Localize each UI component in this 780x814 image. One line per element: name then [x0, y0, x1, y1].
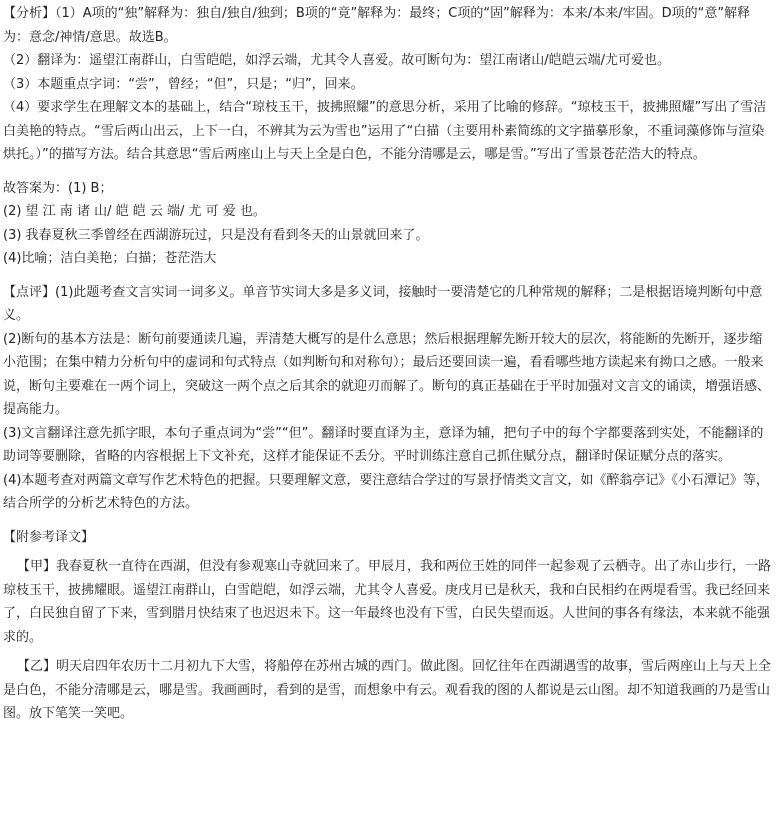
answer-item-4: (4)比喻；洁白美艳；白描；苍茫浩大: [3, 251, 217, 266]
comment-paragraph-4: (4)本题考查对两篇文章写作艺术特色的把握。只要理解文意，要注意结合学过的写景抒情类文言文，如《醉翁亭记》《小石潭记》等，结合所学的分析艺术特色的方法。: [3, 472, 769, 511]
comment-paragraph-3: (3)文言翻译注意先抓字眼，本句子重点词为“尝”“但”。翻译时要直译为主，意译为辅，把句子中的每个字都要落到实处，不能翻译的助词等要删除，省略的内容根据上下文补充，这样才能保证不丢分。平时训练注意自己抓住赋分点，翻译时保证赋分点的落实。: [3, 425, 764, 464]
answer-section: [3, 177, 774, 271]
analysis-section: [3, 2, 774, 167]
analysis-paragraph-1: 【分析】（1）A项的“独”解释为：独自/独自/独到；B项的“竟”解释为：最终；C项的“固”解释为：本来/本来/牢固。D项的“意”解释为：意念/神情/意思。故选B。: [3, 6, 751, 45]
translation-yi: 【乙】明天启四年农历十二月初九下大雪，将船停在苏州古城的西门。做此图。回忆往年在西湖遇雪的故事，雪后两座山上与天上全是白色，不能分清哪是云，哪是雪。我画画时，看到的是雪，而想象中有云。观看我的图的人都说是云山图。却不知道我画的乃是雪山图。放下笔笑一笑吧。: [3, 659, 772, 721]
translation-heading: 【附参考译文】: [3, 529, 95, 545]
answer-item-3: (3) 我春夏秋三季曾经在西湖游玩过，只是没有看到冬天的山景就回来了。: [3, 227, 429, 243]
analysis-paragraph-2: （2）翻译为：遥望江南群山，白雪皑皑，如浮云端，尤其令人喜爱。故可断句为：望江南诸山/皑皑云端/尤可爱也。: [3, 53, 671, 68]
analysis-paragraph-4: （4）要求学生在理解文本的基础上，结合“琼枝玉干，披拂照耀”的意思分析，采用了比喻的修辞。“琼枝玉干，披拂照耀”写出了雪洁白美艳的特点。“雪后两山出云，上下一白，不辨其为云为雪也”运用了“白描（主要用朴素简练的文字描摹形象，不重词藻修饰与渲染烘托。）”的描写方法。结合其意思“雪后两座山上与天上全是白色，不能分清哪是云，哪是雪。”写出了雪景苍茫浩大的特点。: [3, 100, 767, 162]
spacer: [3, 271, 774, 281]
translation-section: [3, 526, 774, 726]
comment-section: [3, 281, 774, 516]
comment-paragraph-1: 【点评】(1)此题考查文言实词一词多义。单音节实词大多是多义词，接触时一要清楚它的几种常规的解释；二是根据语境判断句中意义。: [3, 284, 763, 323]
spacer: [3, 516, 774, 526]
answer-item-2: (2) 望 江 南 诸 山/ 皑 皑 云 端/ 尤 可 爱 也。: [3, 204, 266, 219]
answer-heading: 故答案为：(1) B；: [3, 180, 113, 196]
spacer: [3, 167, 774, 177]
analysis-paragraph-3: （3）本题重点字词：“尝”，曾经；“但”，只是；“归”，回来。: [3, 76, 364, 92]
translation-jia: 【甲】我春夏秋一直待在西湖，但没有参观寒山寺就回来了。甲辰月，我和两位王姓的同伴一起参观了云栖寺。出了赤山步行，一路琼枝玉干，披拂耀眼。遥望江南群山，白雪皑皑，如浮云端，尤其令人喜爱。庚戌月已是秋天，我和白民相约在两堤看雪。我已经回来了，白民独自留了下来，雪到腊月快结束了也迟迟未下。这一年最终也没有下雪，白民失望而返。人世间的事各有缘法，本来就不能强求的。: [3, 559, 772, 645]
comment-paragraph-2: (2)断句的基本方法是：断句前要通读几遍，弄清楚大概写的是什么意思；然后根据理解先断开较大的层次，将能断的先断开，逐步缩小范围；在集中精力分析句中的虚词和句式特点（如判断句和对称句）；最后还要回读一遍，看看哪些地方读起来有拗口之感。一般来说，断句主要难在一两个词上，突破这一两个点之后其余的就迎刃而解了。断句的真正基础在于平时加强对文言文的诵读，增强语感、提高能力。: [3, 331, 771, 417]
